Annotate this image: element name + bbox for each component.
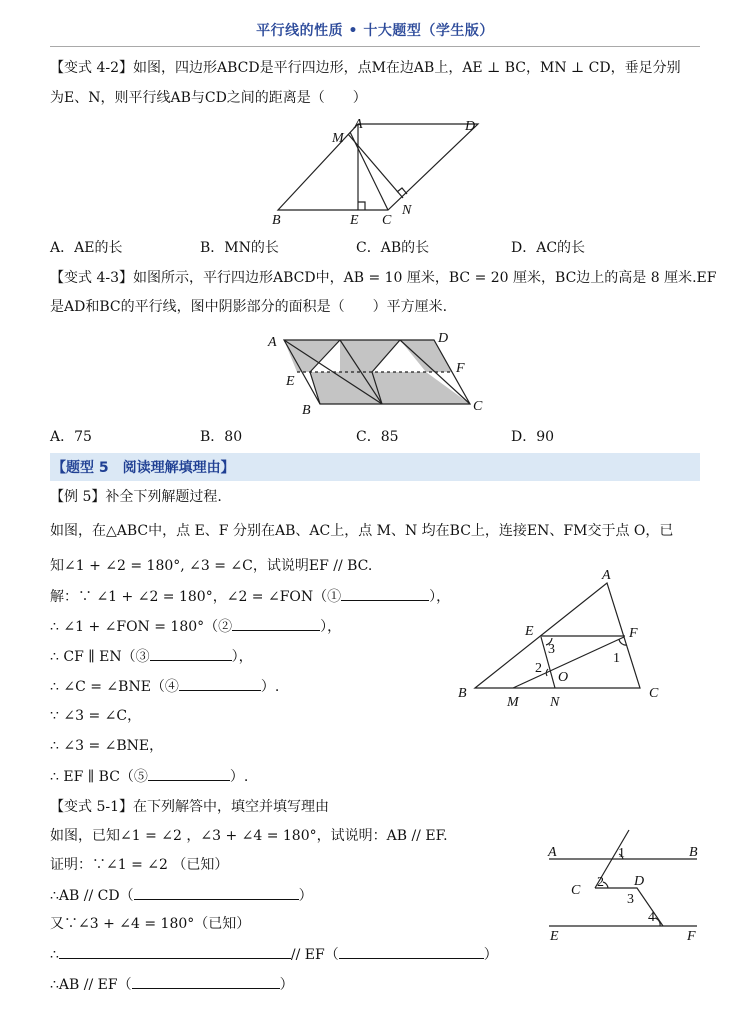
q43-line1: 【变式 4-3】如图所示，平行四边形ABCD中，AB = 10 厘米，BC = 20 厘米，BC边上的高是 8 厘米.EF xyxy=(50,270,717,286)
blank-2[interactable] xyxy=(232,616,320,631)
q42-label-D: D xyxy=(465,119,476,134)
q42-option-c[interactable]: C．AB的长 xyxy=(356,240,430,256)
v51-label-B: B xyxy=(689,845,698,860)
q42-line1: 【变式 4-2】如图，四边形ABCD是平行四边形，点M在边AB上，AE ⊥ BC，MN ⊥ CD，垂足分别 xyxy=(50,60,681,76)
blank-v51-3[interactable] xyxy=(339,944,484,959)
ex5-label-N: N xyxy=(550,695,560,710)
v51-label-C: C xyxy=(571,883,581,898)
v51-label-4: 4 xyxy=(648,910,655,925)
blank-v51-1[interactable] xyxy=(134,885,299,900)
v51-label-2: 2 xyxy=(597,875,604,890)
q42-label-M: M xyxy=(332,131,344,146)
header-divider xyxy=(50,46,700,47)
ex5-label-B: B xyxy=(458,686,467,701)
blank-3[interactable] xyxy=(150,646,232,661)
q42-option-d[interactable]: D．AC的长 xyxy=(511,240,586,256)
v51-proof-2: 又∵∠3 + ∠4 = 180°（已知） xyxy=(50,916,251,932)
ex5-label-C: C xyxy=(649,686,659,701)
v51-label-D: D xyxy=(634,874,645,889)
ex5-step-4: ∴ ∠C = ∠BNE（④ ）. xyxy=(50,676,279,697)
v51-label-3: 3 xyxy=(627,892,634,907)
ex5-step-6: ∴ ∠3 = ∠BNE， xyxy=(50,738,164,754)
ex5-label-3: 3 xyxy=(548,642,555,657)
q43-label-F: F xyxy=(456,361,465,376)
blank-v51-4[interactable] xyxy=(132,974,280,989)
q42-option-b[interactable]: B．MN的长 xyxy=(200,240,279,256)
q43-option-a[interactable]: A．75 xyxy=(50,429,92,445)
v51-label-F: F xyxy=(687,929,696,944)
blank-4[interactable] xyxy=(179,676,261,691)
ex5-label-F: F xyxy=(629,626,638,641)
section-title: 【题型 5 阅读理解填理由】 xyxy=(52,460,235,476)
ex5-line2: 知∠1 + ∠2 = 180°, ∠3 = ∠C，试说明EF // BC. xyxy=(50,558,373,574)
q42-line2: 为E、N，则平行线AB与CD之间的距离是（ ） xyxy=(50,90,367,106)
v51-proof-1: ∴AB // CD（ ） xyxy=(50,885,313,906)
ex5-line1: 如图，在△ABC中，点 E、F 分别在AB、AC上，点 M、N 均在BC上，连接EN、FM交于点 O，已 xyxy=(50,523,674,539)
q43-option-b[interactable]: B．80 xyxy=(200,429,243,445)
q42-option-a[interactable]: A．AE的长 xyxy=(50,240,123,256)
ex5-label-E: E xyxy=(525,624,534,639)
blank-v51-2[interactable] xyxy=(59,944,291,959)
page-header-title: 平行线的性质 • 十大题型（学生版） xyxy=(256,23,494,39)
ex5-step-1: 解：∵ ∠1 + ∠2 = 180°，∠2 = ∠FON（① ）， xyxy=(50,586,450,607)
v51-title: 【变式 5-1】在下列解答中，填空并填写理由 xyxy=(50,799,329,815)
ex5-figure xyxy=(455,565,670,710)
q42-label-E: E xyxy=(350,213,359,228)
ex5-step-2: ∴ ∠1 + ∠FON = 180°（② ）， xyxy=(50,616,341,637)
blank-5[interactable] xyxy=(148,766,230,781)
q42-label-N: N xyxy=(402,203,412,218)
ex5-label-M: M xyxy=(507,695,519,710)
q42-figure xyxy=(268,112,498,230)
v51-line1: 如图，已知∠1 = ∠2 ，∠3 + ∠4 = 180°，试说明：AB // EF. xyxy=(50,828,448,844)
q42-label-A: A xyxy=(354,117,363,132)
ex5-label-1: 1 xyxy=(613,651,620,666)
q43-figure xyxy=(262,330,492,416)
ex5-label-2: 2 xyxy=(535,661,542,676)
q43-label-D: D xyxy=(438,331,449,346)
q43-label-E: E xyxy=(286,374,295,389)
blank-1[interactable] xyxy=(341,586,429,601)
q42-label-B: B xyxy=(272,213,281,228)
ex5-step-3: ∴ CF ∥ EN（③ ）， xyxy=(50,646,253,667)
q43-option-c[interactable]: C．85 xyxy=(356,429,399,445)
ex5-title: 【例 5】补全下列解题过程. xyxy=(50,489,222,505)
ex5-label-O: O xyxy=(558,670,569,685)
q43-line2: 是AD和BC的平行线，图中阴影部分的面积是（ ）平方厘米. xyxy=(50,299,448,315)
q43-label-C: C xyxy=(473,399,483,414)
v51-label-1: 1 xyxy=(618,846,625,861)
v51-label-E: E xyxy=(550,929,559,944)
q43-label-A: A xyxy=(268,335,277,350)
ex5-step-5: ∵ ∠3 = ∠C， xyxy=(50,708,142,724)
v51-proof-0: 证明：∵∠1 = ∠2 （已知） xyxy=(50,857,229,873)
q43-label-B: B xyxy=(302,403,311,416)
v51-proof-3: ∴ // EF（ ） xyxy=(50,944,498,965)
q42-label-C: C xyxy=(382,213,392,228)
ex5-label-A: A xyxy=(602,568,611,583)
q43-option-d[interactable]: D．90 xyxy=(511,429,555,445)
v51-label-A: A xyxy=(548,845,557,860)
ex5-step-7: ∴ EF ∥ BC（⑤ ）. xyxy=(50,766,248,787)
v51-figure xyxy=(545,826,705,944)
v51-proof-4: ∴AB // EF（ ） xyxy=(50,974,294,995)
